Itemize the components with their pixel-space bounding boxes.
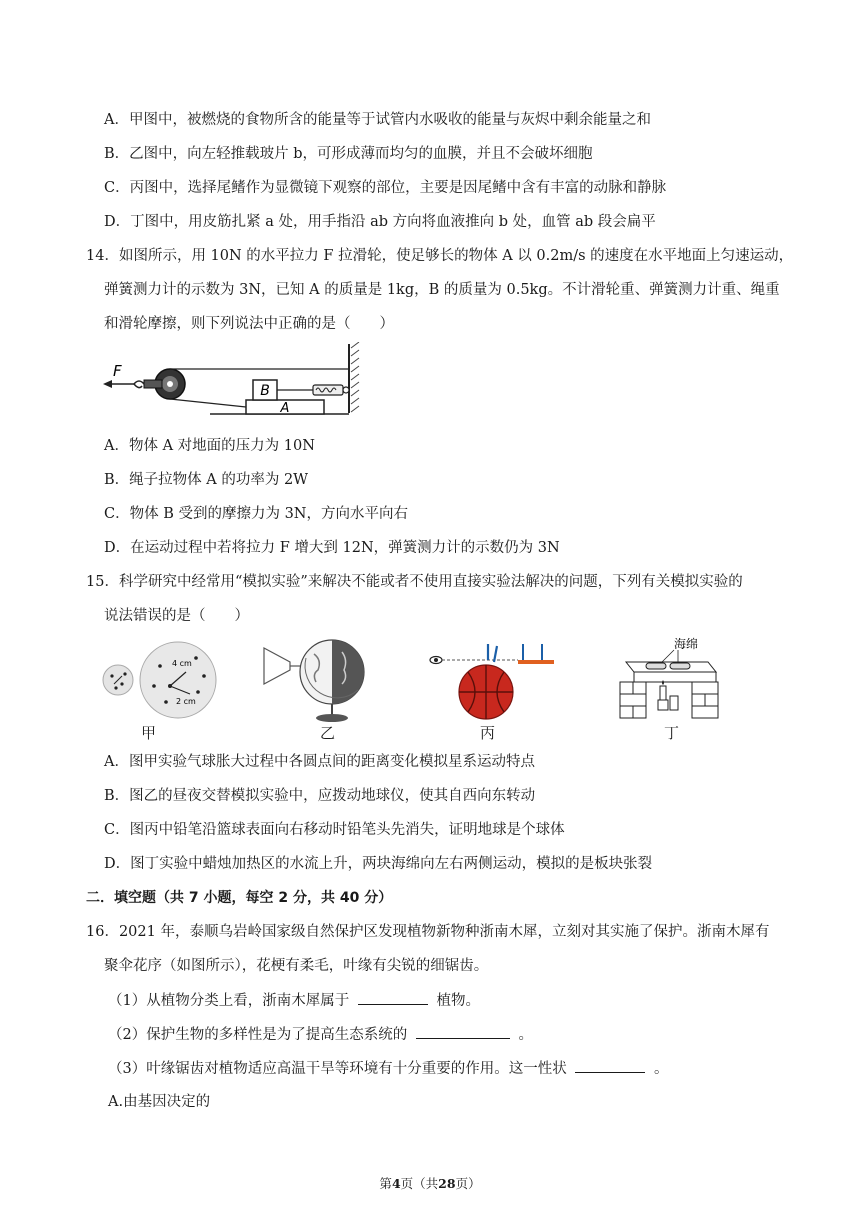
q16-stem-line-1: 16．2021 年，泰顺乌岩岭国家级自然保护区发现植物新物种浙南木犀，立刻对其实施了保护。浙南木犀有 [86, 924, 770, 940]
q15-figure-yi-globe [262, 630, 372, 726]
q16-blank-1[interactable] [358, 990, 428, 1005]
q16-sub-2-text: （2）保护生物的多样性是为了提高生态系统的 [108, 1027, 408, 1043]
q16-sub-2-post: 。 [518, 1027, 533, 1043]
label-f: F [113, 362, 122, 380]
q16-blank-2[interactable] [416, 1024, 510, 1039]
q16-sub-1-post: 植物。 [436, 993, 480, 1009]
q16-sub-3 [108, 1058, 668, 1079]
q15-option-a: A．图甲实验气球胀大过程中各圆点间的距离变化模拟星系运动特点 [104, 754, 535, 770]
q15-stem-line-1: 15．科学研究中经常用“模拟实验”来解决不能或者不使用直接实验法解决的问题，下列有关模拟实验的 [86, 574, 743, 590]
q14-option-a: A．物体 A 对地面的压力为 10N [104, 438, 315, 454]
q14-option-c: C．物体 B 受到的摩擦力为 3N，方向水平向右 [104, 506, 408, 522]
label-4cm: 4 cm [172, 659, 192, 668]
caption-ding: 丁 [664, 724, 680, 742]
q15-option-c: C．图丙中铅笔沿篮球表面向右移动时铅笔头先消失，证明地球是个球体 [104, 822, 565, 838]
q15-figure-jia-balloons [100, 636, 220, 724]
q13-option-c: C．丙图中，选择尾鳍作为显微镜下观察的部位，主要是因尾鳍中含有丰富的动脉和静脉 [104, 180, 667, 196]
q16-sub-2 [108, 1024, 533, 1045]
q14-pulley-figure [100, 342, 365, 418]
q13-option-a: A．甲图中，被燃烧的食物所含的能量等于试管内水吸收的能量与灰烬中剩余能量之和 [104, 112, 651, 128]
q16-sub-3-text: （3）叶缘锯齿对植物适应高温干旱等环境有十分重要的作用。这一性状 [108, 1061, 567, 1077]
q14-stem-line-2: 弹簧测力计的示数为 3N，已知 A 的质量是 1kg，B 的质量为 0.5kg。不计滑轮重、弹簧测力计重、绳重 [104, 282, 780, 298]
caption-jia: 甲 [141, 724, 157, 742]
label-a: A [280, 401, 290, 416]
label-b: B [260, 383, 270, 399]
q15-option-d: D．图丁实验中蜡烛加热区的水流上升，两块海绵向左右两侧运动，模拟的是板块张裂 [104, 856, 653, 872]
q14-stem-line-1: 14．如图所示，用 10N 的水平拉力 F 拉滑轮，使足够长的物体 A 以 0.2m/s 的速度在水平地面上匀速运动， [86, 248, 794, 264]
caption-yi: 乙 [320, 724, 336, 742]
q13-option-b: B．乙图中，向左轻推载玻片 b，可形成薄而均匀的血膜，并且不会破坏细胞 [104, 146, 593, 162]
page-footer: 第4页（共28页） [379, 1176, 481, 1191]
q14-stem-line-3: 和滑轮摩擦，则下列说法中正确的是（ ） [104, 316, 394, 332]
q16-stem-line-2: 聚伞花序（如图所示），花梗有柔毛，叶缘有尖锐的细锯齿。 [104, 958, 489, 974]
total-pages: 28 [438, 1176, 456, 1191]
q14-option-d: D．在运动过程中若将拉力 F 增大到 12N，弹簧测力计的示数仍为 3N [104, 540, 560, 556]
q15-stem-line-2: 说法错误的是（ ） [104, 608, 249, 624]
q13-option-d: D．丁图中，用皮筋扎紧 a 处，用手指沿 ab 方向将血液推向 b 处，血管 ab 段会扁平 [104, 214, 656, 230]
section-title-fill-blank: 二．填空题（共 7 小题，每空 2 分，共 40 分） [86, 890, 393, 906]
q16-sub-1 [108, 990, 480, 1011]
q16-sub-3-post: 。 [653, 1061, 669, 1077]
q16-blank-3[interactable] [575, 1058, 645, 1073]
q15-figure-bing-basketball [428, 634, 558, 724]
label-sponge: 海绵 [674, 637, 699, 651]
q14-option-b: B．绳子拉物体 A 的功率为 2W [104, 472, 309, 488]
caption-bing: 丙 [480, 724, 496, 742]
q16-sub-3-option-a: A.由基因决定的 [108, 1094, 211, 1110]
q16-sub-1-text: （1）从植物分类上看，浙南木犀属于 [108, 993, 350, 1009]
q15-option-b: B．图乙的昼夜交替模拟实验中，应拨动地球仪，使其自西向东转动 [104, 788, 536, 804]
q15-figure-ding-sponge [612, 632, 722, 724]
page-number: 4 [391, 1176, 401, 1191]
label-2cm: 2 cm [176, 697, 196, 706]
